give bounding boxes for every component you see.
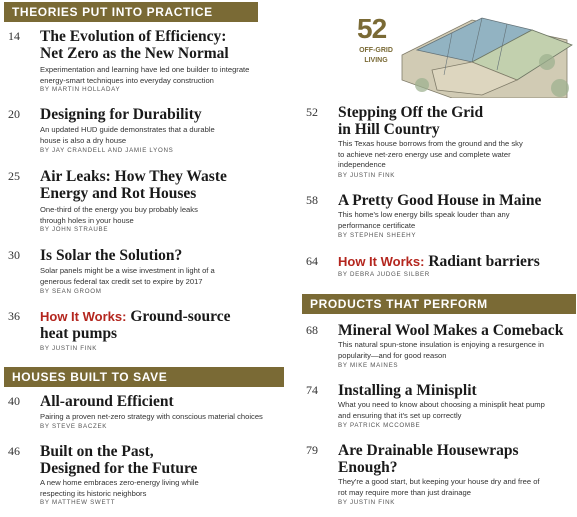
article-title[interactable]	[338, 442, 519, 476]
page-number: 20	[8, 107, 20, 121]
article-byline: BY SEAN GROOM	[40, 288, 102, 295]
article-description	[338, 477, 540, 498]
article-byline: BY JUSTIN FINK	[338, 499, 396, 506]
article-byline: BY JUSTIN FINK	[40, 345, 98, 352]
desc-line: performance certificate	[338, 220, 416, 230]
article-description	[338, 139, 523, 171]
page-number: 52	[306, 105, 318, 119]
desc-line: rot may require more than just drainage	[338, 487, 471, 497]
title-line: Net Zero as the New Normal	[40, 45, 229, 62]
title-line: The Evolution of Efficiency:	[40, 28, 227, 45]
title-line: Built on the Past,	[40, 443, 154, 460]
feature-label-line2: LIVING	[364, 57, 388, 64]
page-number: 68	[306, 323, 318, 337]
article-description	[338, 210, 510, 231]
desc-line: One-third of the energy you buy probably leaks	[40, 205, 198, 214]
title-line: Air Leaks: How They Waste	[40, 168, 227, 185]
article-byline: BY JAY CRANDELL AND JAMIE LYONS	[40, 147, 174, 154]
desc-line: generous federal tax credit set to expire by 2017	[40, 276, 203, 286]
desc-line: This natural spun-stone insulation is enjoying a resurgence in	[338, 340, 544, 349]
toc-entry[interactable]	[8, 308, 288, 354]
article-description	[338, 400, 545, 421]
page-number: 14	[8, 29, 20, 43]
article-title[interactable]: Designing for Durability	[40, 106, 202, 123]
article-description	[40, 266, 215, 287]
article-description	[40, 65, 249, 86]
title-line	[40, 308, 231, 325]
title-line: heat pumps	[40, 325, 118, 342]
feature-label-line1: OFF-GRID	[359, 47, 393, 54]
title-text: Radiant barriers	[428, 253, 540, 270]
toc-entry[interactable]	[8, 247, 288, 297]
feature-page-number: 52	[357, 13, 387, 44]
article-byline: BY JOHN STRAUBE	[40, 226, 109, 233]
toc-entry[interactable]	[306, 192, 576, 242]
article-description	[40, 205, 198, 226]
page-number: 79	[306, 443, 318, 457]
article-description	[40, 125, 215, 146]
desc-line: independence	[338, 160, 386, 169]
desc-line: This Texas house borrows from the ground and the sky	[338, 139, 523, 148]
toc-entry[interactable]	[306, 104, 576, 180]
title-line: Energy and Rot Houses	[40, 185, 197, 202]
title-line: Enough?	[338, 459, 398, 476]
article-description	[338, 340, 544, 361]
page-number: 30	[8, 248, 20, 262]
desc-line: Solar panels might be a wise investment in light of a	[40, 266, 215, 275]
toc-entry[interactable]	[306, 442, 576, 510]
article-title[interactable]: A Pretty Good House in Maine	[338, 192, 542, 209]
how-it-works-label: How It Works:	[338, 254, 425, 269]
title-line: Designed for the Future	[40, 460, 198, 477]
article-description	[40, 478, 199, 499]
article-byline: BY MARTIN HOLLADAY	[40, 86, 121, 93]
article-title[interactable]	[40, 443, 197, 477]
desc-line: and ensuring that it's set up correctly	[338, 410, 462, 420]
page-number: 40	[8, 394, 20, 408]
title-line: Are Drainable Housewraps	[338, 442, 519, 459]
section-header-houses: HOUSES BUILT TO SAVE	[4, 367, 284, 387]
desc-line: house is also a dry house	[40, 135, 127, 145]
article-title[interactable]	[338, 253, 540, 270]
page-number: 74	[306, 383, 318, 397]
title-text: Ground-source	[130, 308, 231, 325]
article-byline: BY STEPHEN SHEEHY	[338, 232, 417, 239]
toc-entry[interactable]	[306, 322, 576, 372]
article-title[interactable]: Is Solar the Solution?	[40, 247, 183, 264]
desc-line: They're a good start, but keeping your house dry and free of	[338, 477, 540, 486]
page-number: 36	[8, 309, 20, 323]
article-byline: BY PATRICK MCCOMBE	[338, 422, 421, 429]
toc-entry[interactable]	[8, 393, 298, 433]
how-it-works-label: How It Works:	[40, 309, 127, 324]
desc-line: popularity—and for good reason	[338, 350, 447, 360]
page-number: 25	[8, 169, 20, 183]
section-header-products: PRODUCTS THAT PERFORM	[302, 294, 576, 314]
article-description: Pairing a proven net-zero strategy with conscious material choices	[40, 412, 263, 421]
desc-line: An updated HUD guide demonstrates that a durable	[40, 125, 215, 134]
article-byline: BY MATTHEW SWETT	[40, 499, 116, 506]
toc-entry[interactable]	[306, 382, 576, 432]
desc-line: through holes in your house	[40, 215, 134, 225]
article-byline: BY DEBRA JUDGE SILBER	[338, 271, 430, 278]
toc-entry[interactable]	[8, 168, 288, 234]
article-byline: BY JUSTIN FINK	[338, 172, 396, 179]
title-line: in Hill Country	[338, 121, 440, 138]
toc-entry[interactable]	[306, 253, 576, 283]
desc-line: A new home embraces zero-energy living while	[40, 478, 199, 487]
section-header-theories: THEORIES PUT INTO PRACTICE	[4, 2, 258, 22]
page-number: 58	[306, 193, 318, 207]
article-title[interactable]: All-around Efficient	[40, 393, 174, 410]
page-number: 46	[8, 444, 20, 458]
desc-line: This home's low energy bills speak louder than any	[338, 210, 510, 219]
desc-line: What you need to know about choosing a minisplit heat pump	[338, 400, 545, 409]
desc-line: to achieve net-zero energy use and complete water	[338, 149, 511, 159]
toc-entry[interactable]	[8, 28, 288, 94]
article-byline: BY MIKE MAINES	[338, 362, 399, 369]
article-byline: BY STEVE BACZEK	[40, 423, 108, 430]
desc-line: energy-smart techniques into everyday construction	[40, 75, 214, 85]
article-title[interactable]	[40, 28, 229, 62]
article-title[interactable]: Mineral Wool Makes a Comeback	[338, 322, 564, 339]
desc-line: Experimentation and learning have led one builder to integrate	[40, 65, 250, 74]
page-number: 64	[306, 254, 318, 268]
toc-entry[interactable]	[8, 106, 288, 156]
article-title[interactable]	[40, 308, 231, 342]
feature-label	[345, 46, 407, 66]
title-line: Stepping Off the Grid	[338, 104, 484, 121]
toc-entry[interactable]	[8, 443, 288, 509]
article-title[interactable]	[338, 104, 483, 138]
desc-line: respecting its historic neighbors	[40, 488, 147, 498]
article-title[interactable]: Installing a Minisplit	[338, 382, 477, 399]
article-title[interactable]	[40, 168, 227, 202]
